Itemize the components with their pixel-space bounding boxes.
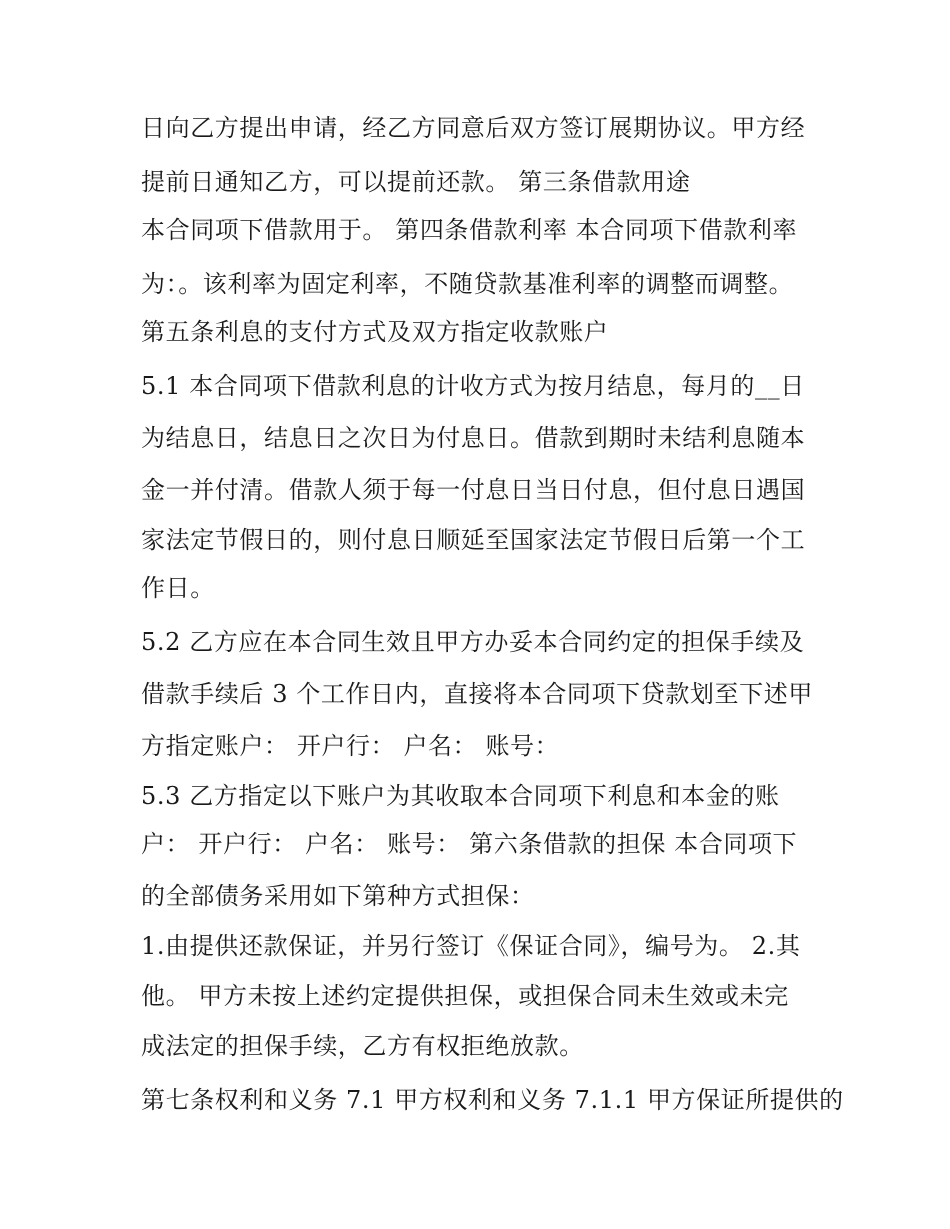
text-line: 提前日通知乙方，可以提前还款。 第三条借款用途 [141,168,691,196]
text-line: 家法定节假日的，则付息日顺延至国家法定节假日后第一个工 [141,526,806,554]
text-line: 为：。该利率为固定利率，不随贷款基准利率的调整而调整。 [141,270,794,298]
text-line: 为结息日，结息日之次日为付息日。借款到期时未结利息随本 [141,424,806,452]
text-line: 的全部债务采用如下第种方式担保： [141,882,535,910]
text-line: 本合同项下借款用于。 第四条借款利率 本合同项下借款利率 [141,216,798,244]
text-line: 方指定账户： 开户行： 户名： 账号： [141,732,560,760]
text-line: 日向乙方提出申请，经乙方同意后双方签订展期协议。甲方经 [141,114,806,142]
text-line: 第五条利息的支付方式及双方指定收款账户 [141,318,609,346]
text-line: 5.2 乙方应在本合同生效且甲方办妥本合同约定的担保手续及 [141,628,805,656]
text-line: 5.1 本合同项下借款利息的计收方式为按月结息，每月的__日 [141,372,805,400]
text-line: 成法定的担保手续，乙方有权拒绝放款。 [141,1032,584,1060]
text-line: 1.由提供还款保证，并另行签订《保证合同》，编号为。 2.其 [141,932,801,960]
text-line: 第七条权利和义务 7.1 甲方权利和义务 7.1.1 甲方保证所提供的 [141,1086,844,1114]
text-line: 借款手续后 3 个工作日内，直接将本合同项下贷款划至下述甲 [141,680,813,708]
text-line: 金一并付清。借款人须于每一付息日当日付息，但付息日遇国 [141,476,806,504]
text-line: 户： 开户行： 户名： 账号： 第六条借款的担保 本合同项下 [141,830,798,858]
text-line: 5.3 乙方指定以下账户为其收取本合同项下利息和本金的账 [141,782,780,810]
text-line: 作日。 [141,574,215,602]
text-line: 他。 甲方未按上述约定提供担保，或担保合同未生效或未完 [141,982,789,1010]
